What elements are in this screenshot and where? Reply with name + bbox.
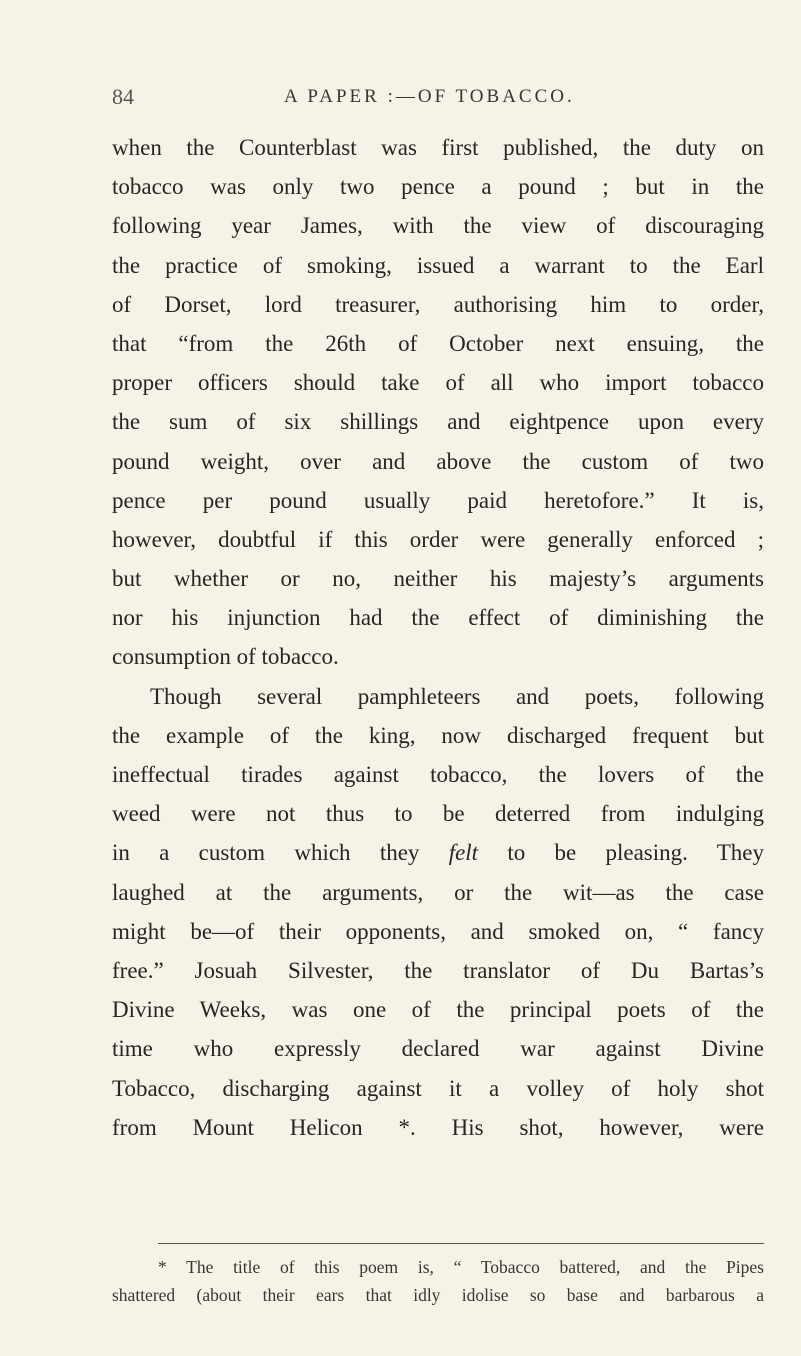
text-line: from Mount Helicon *. His shot, however, were — [112, 1114, 764, 1140]
text-line: ineffectual tirades against tobacco, the lovers of the — [112, 762, 764, 787]
text-line-with-emphasis — [112, 833, 764, 872]
text-line: consumption of tobacco. — [112, 644, 339, 670]
text-line: free.” Josuah Silvester, the translator of Du Bartas’s — [112, 957, 764, 983]
text-line: but whether or no, neither his majesty’s arguments — [112, 566, 764, 592]
running-head — [112, 84, 752, 114]
text-line: laughed at the arguments, or the wit—as the case — [112, 879, 764, 905]
text-line: that “from the 26th of October next ensuing, the — [112, 330, 764, 356]
text-segment: to be pleasing. They — [478, 840, 764, 866]
text-line: Though several pamphleteers and poets, following — [150, 683, 764, 709]
text-line: however, doubtful if this order were generally enforced ; — [112, 526, 764, 552]
emphasized-word: felt — [448, 840, 479, 866]
text-line: pound weight, over and above the custom of two — [112, 448, 764, 474]
text-line: nor his injunction had the effect of diminishing the — [112, 605, 764, 631]
text-line: pence per pound usually paid heretofore.” It is, — [112, 487, 764, 513]
text-line: tobacco was only two pence a pound ; but in the — [112, 174, 764, 200]
text-line: time who expressly declared war against Divine — [112, 1036, 764, 1062]
text-line: of Dorset, lord treasurer, authorising him to order, — [112, 291, 764, 317]
footnote-line: shattered (about their ears that idly idolise so base and barbarous a — [112, 1285, 764, 1305]
text-line: weed were not thus to be deterred from indulging — [112, 801, 764, 827]
page-number: 84 — [112, 84, 134, 109]
body-text — [112, 128, 764, 1147]
footnote-line: * The title of this poem is, “ Tobacco battered, and the Pipes — [158, 1257, 764, 1277]
text-line: Tobacco, discharging against it a volley of holy shot — [112, 1075, 764, 1101]
text-line: the practice of smoking, issued a warrant to the Earl — [112, 252, 764, 278]
footnote — [112, 1253, 764, 1309]
text-line: the example of the king, now discharged frequent but — [112, 722, 764, 748]
running-title: A PAPER :—OF TOBACCO. — [284, 86, 575, 107]
text-segment: in a custom which they — [112, 840, 449, 866]
text-line: proper officers should take of all who import tobacco — [112, 370, 764, 396]
footnote-rule — [158, 1243, 764, 1244]
text-line: might be—of their opponents, and smoked on, “ fancy — [112, 918, 764, 944]
text-line: when the Counterblast was first published, the duty on — [112, 135, 764, 160]
text-line: Divine Weeks, was one of the principal poets of the — [112, 997, 764, 1023]
text-line: following year James, with the view of discouraging — [112, 213, 764, 239]
text-line: the sum of six shillings and eightpence upon every — [112, 409, 764, 435]
